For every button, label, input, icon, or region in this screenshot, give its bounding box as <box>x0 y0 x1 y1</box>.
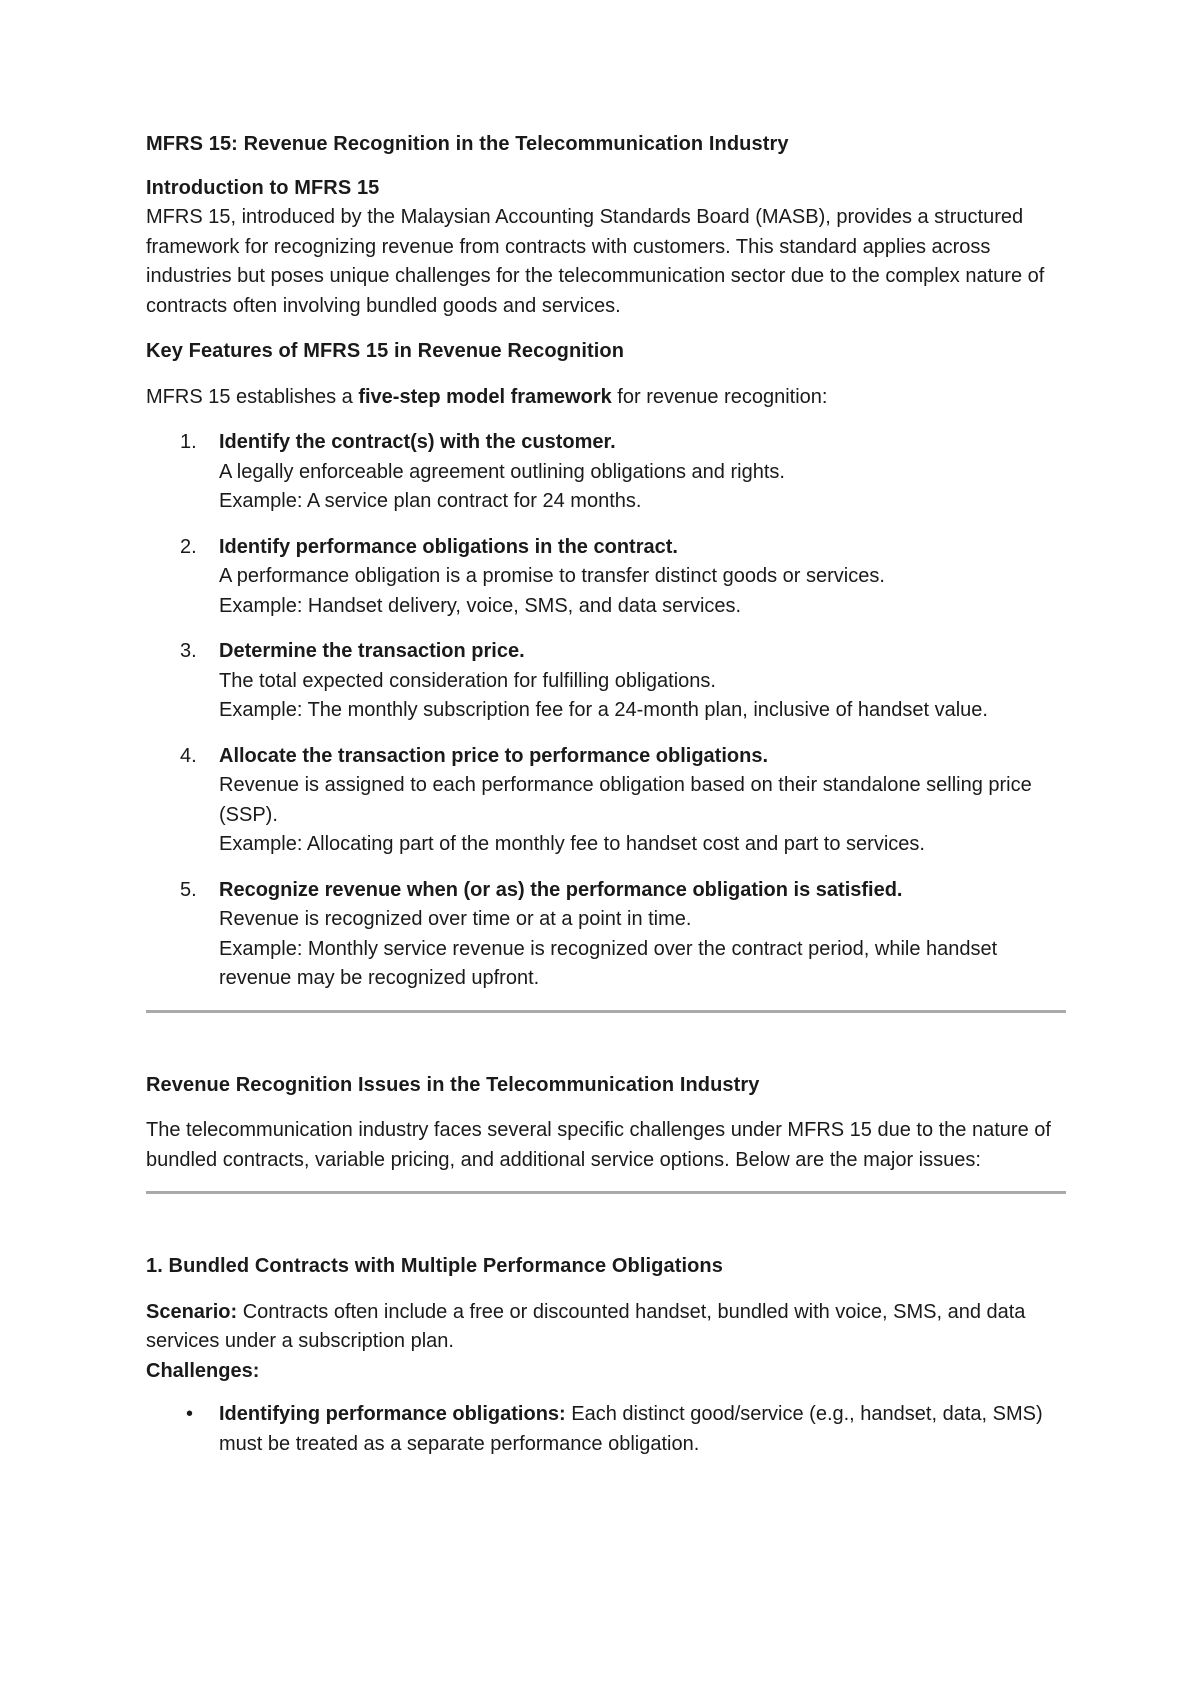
issues-heading: Revenue Recognition Issues in the Telecommunication Industry <box>146 1073 760 1096</box>
bullet-icon: • <box>186 1403 194 1425</box>
step-item <box>146 876 1066 994</box>
intro-paragraph: MFRS 15, introduced by the Malaysian Accounting Standards Board (MASB), provides a structured framework for recognizing revenue from contracts with customers. This standard applies across industries but poses unique challenges for the telecommunication sector due to the complex nature of contracts often involving bundled goods and services. <box>146 206 1045 317</box>
step-description: A performance obligation is a promise to transfer distinct goods or services. <box>219 565 885 587</box>
step-example: Example: Handset delivery, voice, SMS, and data services. <box>219 594 742 617</box>
step-title: Determine the transaction price. <box>219 640 525 662</box>
key-features-lead <box>146 383 1066 413</box>
step-title: Recognize revenue when (or as) the performance obligation is satisfied. <box>219 878 903 901</box>
key-features-heading: Key Features of MFRS 15 in Revenue Recognition <box>146 340 625 362</box>
step-description: A legally enforceable agreement outlining obligations and rights. <box>219 460 785 483</box>
step-title: Allocate the transaction price to performance obligations. <box>219 744 768 767</box>
challenges-list <box>146 1400 1066 1459</box>
step-example: Example: Monthly service revenue is recognized over the contract period, while handset revenue may be recognized upfront. <box>219 937 998 989</box>
step-number: 4. <box>180 744 197 767</box>
section-divider <box>146 1010 1066 1013</box>
five-step-list <box>146 428 1066 994</box>
step-example: Example: A service plan contract for 24 months. <box>219 490 642 512</box>
step-example: Example: Allocating part of the monthly fee to handset cost and part to services. <box>219 833 925 855</box>
section-divider <box>146 1191 1066 1194</box>
step-number: 5. <box>180 878 197 901</box>
issues-paragraph: The telecommunication industry faces several specific challenges under MFRS 15 due to the nature of bundled contracts, variable pricing, and additional service options. Below are the major issues: <box>146 1119 1051 1171</box>
list-item <box>146 1400 1066 1459</box>
step-item <box>146 428 1066 517</box>
step-number: 3. <box>180 640 197 662</box>
lead-text-end: for revenue recognition: <box>611 385 828 408</box>
lead-text-start: MFRS 15 establishes a <box>146 385 359 408</box>
step-number: 1. <box>180 431 197 453</box>
step-item <box>146 742 1066 860</box>
step-item <box>146 637 1066 726</box>
step-description: Revenue is assigned to each performance obligation based on their standalone selling price (SSP). <box>219 774 1032 826</box>
step-example: Example: The monthly subscription fee for a 24-month plan, inclusive of handset value. <box>219 699 988 721</box>
intro-heading: Introduction to MFRS 15 <box>146 176 380 199</box>
document-page <box>146 130 1066 1459</box>
step-title: Identify performance obligations in the contract. <box>219 535 678 558</box>
step-description: Revenue is recognized over time or at a point in time. <box>219 908 692 930</box>
bullet-label: Identifying performance obligations: <box>219 1403 566 1425</box>
scenario-paragraph <box>146 1298 1066 1357</box>
step-item <box>146 533 1066 622</box>
lead-text-bold: five-step model framework <box>358 385 612 408</box>
step-title: Identify the contract(s) with the customer. <box>219 431 616 453</box>
step-description: The total expected consideration for fulfilling obligations. <box>219 669 716 692</box>
challenges-label-text: Challenges: <box>146 1359 260 1382</box>
step-number: 2. <box>180 535 197 558</box>
bullet-text: Each distinct good/service (e.g., handset, data, SMS) must be treated as a separate performance obligation. <box>219 1403 1043 1455</box>
document-title: MFRS 15: Revenue Recognition in the Telecommunication Industry <box>146 133 789 155</box>
scenario-label: Scenario: <box>146 1300 238 1323</box>
bundled-contracts-heading: 1. Bundled Contracts with Multiple Performance Obligations <box>146 1255 723 1277</box>
challenges-label <box>146 1357 1066 1387</box>
scenario-text: Contracts often include a free or discounted handset, bundled with voice, SMS, and data services under a subscription plan. <box>146 1300 1026 1352</box>
